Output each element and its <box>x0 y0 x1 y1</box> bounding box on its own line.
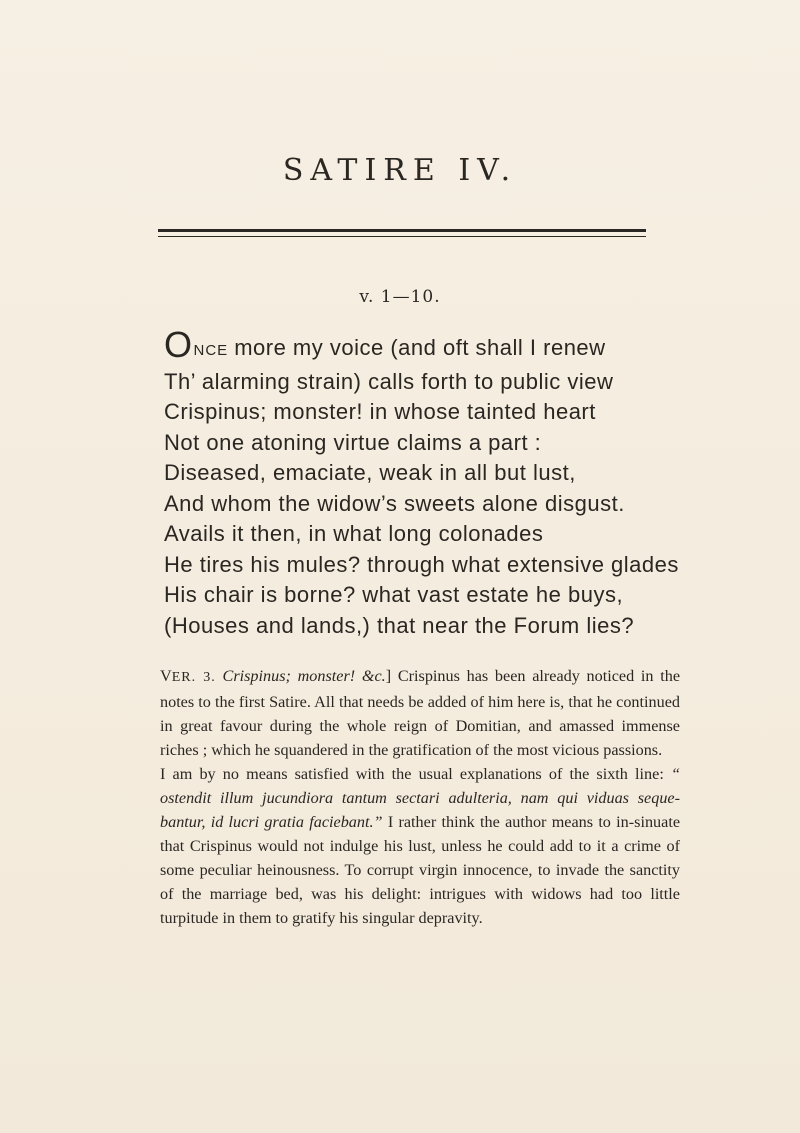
ver-initial: V <box>160 667 172 685</box>
note-verse-6 <box>160 762 680 930</box>
title-rule-thick <box>158 229 646 232</box>
poem-line: Th’ alarming strain) calls forth to public view <box>164 368 614 394</box>
title-rule-thin <box>158 236 646 237</box>
poem-line-text: more my voice (and oft shall I renew <box>234 335 606 360</box>
note-verse-3 <box>160 664 680 762</box>
page-title: SATIRE IV. <box>282 153 518 188</box>
drop-initial: O <box>164 324 193 365</box>
poem-line: Diseased, emaciate, weak in all but lust, <box>164 460 576 485</box>
footnotes <box>160 664 680 930</box>
poem-line: Crispinus; monster! in whose tainted heart <box>164 399 596 424</box>
ver-label: ER. 3. <box>171 670 216 685</box>
poem-line <box>164 324 684 367</box>
note-text: I rather think the author means to in-sinuate that Crispinus would not indulge his lust, unless he could add to it a crime of some peculiar heinousness. To corrupt virgin innocence, to invade the sanctity of the marriage bed, was his delight: intrigues with widows had too little turpitude in them to gratify his singular depravity. <box>160 813 681 927</box>
poem-line: His chair is borne? what vast estate he buys, <box>164 582 624 607</box>
note-bracket: ] <box>385 667 392 685</box>
note-reference: Crispinus; monster! &c. <box>222 667 386 685</box>
poem-line: And whom the widow’s sweets alone disgust. <box>164 490 625 516</box>
poem-line: Avails it then, in what long colonades <box>164 521 544 546</box>
note-text: Crispinus has been already noticed in the notes to the first Satire. All that needs be added of him here is, that he continued in great favour during the whole reign of Domitian, and amassed immense riches ; which he squandered in the gratification of the most vicious passions. <box>160 667 681 759</box>
poem-line: He tires his mules? through what extensive glades <box>164 551 679 577</box>
verse-range: v. 1—10. <box>359 287 441 307</box>
note-intro: I am by no means satisfied with the usual explanations of the sixth line: <box>160 765 664 783</box>
poem-line: Not one atoning virtue claims a part : <box>164 429 542 455</box>
latin-quote: “ ostendit illum jucundiora tantum sectari adulteria, nam qui viduas seque-bantur, id lucri gratia faciebant.” <box>160 765 680 831</box>
poem-line: (Houses and lands,) that near the Forum lies? <box>164 612 635 638</box>
smallcaps-word: NCE <box>193 342 229 359</box>
poem <box>164 324 684 641</box>
